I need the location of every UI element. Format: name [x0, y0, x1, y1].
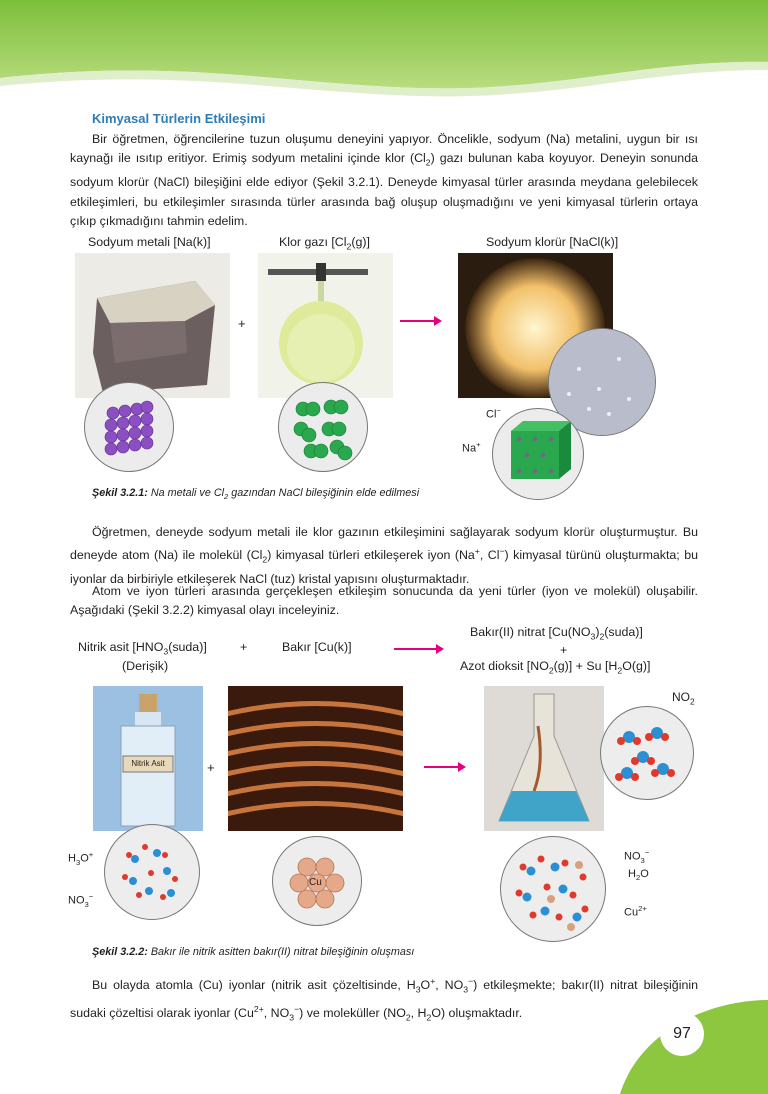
- plus-sign-1: +: [238, 316, 246, 331]
- copper-nitrate-flask-photo: [484, 686, 604, 831]
- label-copper-nitrate: Bakır(II) nitrat $[Cu(NO_3)_2(suda)]$: [470, 625, 643, 642]
- cu-label: Cu: [309, 877, 322, 888]
- sodium-metal-photo: [75, 253, 230, 398]
- copper-coil-photo: [228, 686, 403, 831]
- sodium-atoms-zoom: [84, 382, 174, 472]
- nacl-lattice-zoom: [492, 408, 584, 500]
- label-nitrate-left: $NO_3^-$: [68, 892, 94, 909]
- chlorine-flask-photo: [258, 253, 393, 398]
- bottle-label: Nitrik Asit: [131, 759, 165, 768]
- label-nitrogen-dioxide-water: Azot dioksit $[NO_2(g)] + Su$ $[H_2O(g)]$: [460, 659, 651, 676]
- label-sodium-metal: Sodyum metali [Na(k)]: [88, 235, 211, 249]
- label-nitrate-right: $NO_3^-$: [624, 848, 650, 865]
- label-ion-na: Na+: [462, 440, 481, 455]
- reaction-arrow-2: [394, 648, 442, 650]
- page-number: 97: [660, 1012, 704, 1056]
- nitric-acid-bottle-photo: [93, 686, 203, 831]
- plus-sign-3: +: [207, 760, 215, 775]
- no2-molecules-zoom: [600, 706, 694, 800]
- label-sodium-chloride: Sodyum klorür [NaCl(k)]: [486, 235, 619, 249]
- paragraph-conclusion: Bu olayda atomla (Cu) iyonlar (nitrik asit çözeltisinde, $H_3O^+$, $NO_3^-$) etkileşmekte; bakır(II) nitrat bileşiğinin sudaki çözeltisi olarak iyonlar ($Cu^{2+}$, $NO_3^-$) ve moleküller ($NO_2$, $H_2O$) oluşmaktadır.: [70, 976, 698, 1023]
- product-plus-sign: +: [560, 643, 568, 657]
- figure2-caption: Şekil 3.2.2: Bakır ile nitrik asitten bakır(II) nitrat bileşiğinin oluşması: [92, 946, 415, 958]
- section-title: Kimyasal Türlerin Etkileşimi: [92, 111, 266, 126]
- reaction-arrow-3: [424, 766, 464, 768]
- chlorine-molecules-zoom: [278, 382, 368, 472]
- label-no2: $NO_2$: [672, 690, 695, 707]
- label-copper-ion: $Cu^{2+}$: [624, 904, 647, 919]
- reaction-arrow-1: [400, 320, 440, 322]
- label-hydronium: $H_3O^+$: [68, 850, 94, 867]
- paragraph-explanation: Öğretmen, deneyde sodyum metali ile klor gazının etkileşimini sağlayarak sodyum klorür oluşturmuştur. Bu deneyde atom (Na) ile molekül $(Cl_2)$ kimyasal türleri etkileşerek iyon (Na+, Cl−) kimyasal türünü oluşturmakta; bu iyonlar da birbiriyle etkileşerek NaCl (tuz) kristal yapısını oluşturmaktadır.: [70, 525, 698, 587]
- header-wave-banner: [0, 0, 768, 110]
- label-chlorine-gas: Klor gazı $[Cl_2(g)]$: [279, 235, 370, 252]
- label-concentrated: (Derişik): [122, 659, 169, 673]
- label-water: $H_2O$: [628, 868, 649, 883]
- products-zoom: [500, 836, 606, 942]
- nitric-acid-ions-zoom: [104, 824, 200, 920]
- paragraph-intro: Bir öğretmen, öğrencilerine tuzun oluşumu deneyini yapıyor. Öncelikle, sodyum (Na) metalini, uygun bir ısı kaynağı ile ısıtıp eritiyor. Erimiş sodyum metalini içinde klor $(Cl_2)$ gazı bulunan kaba koyuyor. Deneyin sonunda sodyum klorür (NaCl) bileşiğini elde ediyor (Şekil 3.2.1). Deneyde kimyasal türler arasında meydana gelebilecek etkileşimleri, bu etkileşimler sırasında türler arasında bağ oluşup oluşmadığını ve yeni kimyasal türlerin ortaya çıkıp çıkmadığını tahmin edelim.: [70, 132, 698, 229]
- figure1-caption: Şekil 3.2.1: Na metali ve $Cl_2$ gazından NaCl bileşiğinin elde edilmesi: [92, 487, 420, 502]
- label-ion-cl: Cl−: [486, 406, 501, 421]
- paragraph-reaction-intro: Atom ve iyon türleri arasında gerçekleşen etkileşim sonucunda da yeni türler (iyon ve molekül) oluşabilir. Aşağıdaki (Şekil 3.2.2) kimyasal olayı inceleyiniz.: [70, 584, 698, 618]
- label-copper: Bakır [Cu(k)]: [282, 640, 352, 654]
- copper-atoms-zoom: [272, 836, 362, 926]
- label-nitric-acid: Nitrik asit $[HNO_3(suda)]$: [78, 640, 207, 657]
- plus-sign-2: +: [240, 640, 248, 654]
